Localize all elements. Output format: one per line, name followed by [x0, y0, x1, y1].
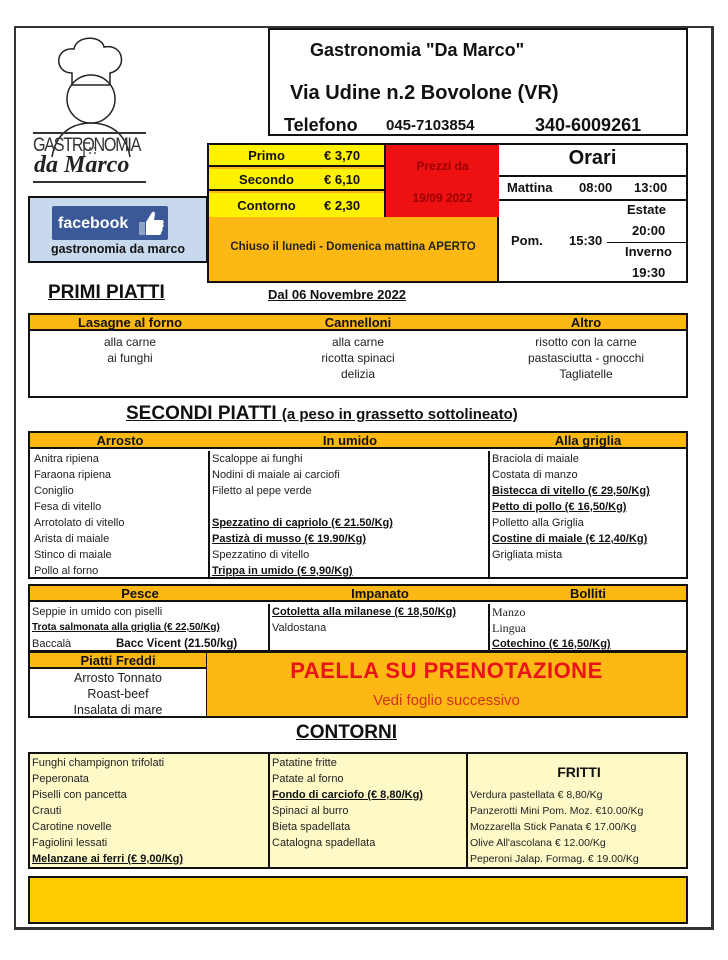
list-item: Crauti [32, 805, 62, 817]
list-item: Braciola di maiale [492, 453, 579, 465]
facebook-logo-text: facebook [58, 215, 129, 232]
list-item-priced: Fondo di carciofo (€ 8,80/Kg) [272, 789, 423, 801]
list-item: Peperoni Jalap. Formag. € 19.00/Kg [470, 853, 639, 865]
contorni-list-1 [32, 755, 183, 867]
list-item: Peperonata [32, 773, 89, 785]
list-item: Fagiolini lessati [32, 837, 108, 849]
pesce-impanato-bolliti-table [28, 584, 688, 652]
logo-underline [33, 181, 146, 183]
divider [499, 175, 686, 177]
list-item-priced: Pastizà di musso (€ 19.90/Kg) [212, 533, 367, 545]
price-label: Secondo [239, 171, 294, 187]
list-item: Bieta spadellata [272, 821, 351, 833]
list-item: Lingua [492, 621, 526, 635]
list-item: Patatine fritte [272, 757, 337, 769]
list-item: pastasciutta - gnocchi [527, 351, 645, 365]
column-header: In umido [322, 433, 378, 448]
price-label: Primo [248, 147, 285, 163]
primi-table [28, 313, 688, 398]
column-header: Bolliti [569, 586, 607, 601]
list-item: Panzerotti Mini Pom. Moz. €10.00/Kg [470, 805, 644, 817]
paella-banner [207, 651, 688, 718]
phone-landline[interactable]: 045-7103854 [386, 117, 475, 134]
primi-column-cannelloni [230, 334, 486, 382]
list-item: Piselli con pancetta [32, 789, 127, 801]
list-item: Arrosto Tonnato [73, 671, 163, 685]
list-item-priced: Costine di maiale (€ 12,40/Kg) [492, 533, 648, 545]
paella-subtitle: Vedi foglio successivo [373, 692, 520, 709]
secondi-heading [126, 403, 518, 425]
column-divider [268, 754, 270, 867]
secondi-table [28, 431, 688, 579]
opening-hours [499, 143, 688, 283]
list-item: alla carne [331, 335, 385, 349]
column-header: Arrosto [96, 433, 144, 448]
summer-label: Estate [627, 202, 667, 217]
primi-since-date: Dal 06 Novembre 2022 [268, 287, 407, 302]
list-item: Tagliatelle [559, 367, 613, 381]
list-item: Stinco di maiale [34, 549, 112, 561]
prices-valid-from-date: 19/09 2022 [412, 191, 473, 205]
primi-column-lasagne [30, 334, 230, 366]
list-item: Scaloppe ai funghi [212, 453, 303, 465]
list-item: Grigliata mista [492, 549, 563, 561]
primi-heading: PRIMI PIATTI [48, 282, 165, 303]
list-item: Mozzarella Stick Panata € 17.00/Kg [470, 821, 637, 833]
morning-open: 08:00 [579, 180, 613, 195]
list-item: Arista di maiale [34, 533, 110, 545]
price-value: € 3,70 [324, 147, 361, 163]
price-row-contorno [209, 193, 384, 217]
pesce-list [32, 604, 266, 652]
closing-days-note: Chiuso il lunedi - Domenica mattina APERTO [230, 241, 476, 253]
list-item: ricotta spinaci [321, 351, 395, 365]
list-item: ai funghi [107, 351, 153, 365]
list-item: Catalogna spadellata [272, 837, 376, 849]
piatti-freddi-table [28, 651, 208, 718]
footer-bar [28, 876, 688, 924]
prices-valid-from-box [384, 145, 499, 217]
arrosto-list [34, 451, 125, 579]
table-header [30, 433, 686, 449]
hours-title: Orari [568, 147, 617, 169]
price-panel [207, 143, 499, 283]
list-item: Filetto al pepe verde [212, 485, 312, 497]
phone-label: Telefono [284, 115, 358, 135]
list-item: Insalata di mare [73, 703, 163, 717]
in-umido-list [212, 451, 393, 579]
list-item-priced: Trota salmonata alla griglia (€ 22,50/Kg) [32, 622, 220, 633]
list-item: Olive All'ascolana € 12.00/Kg [470, 837, 606, 849]
column-header: Lasagne al forno [77, 315, 183, 330]
fritti-heading: FRITTI [557, 764, 601, 780]
price-value: € 6,10 [324, 171, 361, 187]
list-item: alla carne [103, 335, 157, 349]
facebook-page-name: gastronomia da marco [50, 242, 186, 256]
afternoon-label: Pom. [511, 233, 543, 248]
list-item-priced: Bistecca di vitello (€ 29,50/Kg) [492, 485, 650, 497]
column-header: Pesce [121, 586, 159, 601]
impanato-list [272, 604, 456, 636]
column-divider [488, 604, 490, 652]
list-item: Funghi champignon trifolati [32, 757, 165, 769]
list-item: Manzo [492, 605, 526, 619]
divider [499, 199, 686, 201]
list-item: risotto con la carne [535, 335, 637, 349]
column-divider [488, 451, 490, 579]
price-row-secondo [209, 169, 384, 191]
price-label: Contorno [237, 197, 296, 213]
list-item: Pollo al forno [34, 565, 99, 577]
winter-close: 19:30 [632, 265, 666, 280]
list-item: Costata di manzo [492, 469, 578, 481]
list-item: Arrotolato di vitello [34, 517, 125, 529]
table-header [30, 653, 206, 669]
list-item [212, 499, 393, 515]
contorni-list-2 [272, 755, 423, 851]
morning-label: Mattina [507, 180, 553, 195]
afternoon-open: 15:30 [569, 233, 603, 248]
thumbs-up-icon [136, 208, 166, 238]
piatti-freddi-list [30, 670, 206, 718]
logo-text: GASTRONOMIA [33, 135, 141, 156]
list-item-priced: Cotechino (€ 16,50/Kg) [492, 638, 611, 650]
price-row-primo [209, 145, 384, 167]
morning-close: 13:00 [634, 180, 668, 195]
secondi-title: SECONDI PIATTI [126, 403, 277, 424]
list-item-priced: Spezzatino di capriolo (€ 21.50/Kg) [212, 517, 393, 529]
column-header: Impanato [351, 586, 409, 601]
list-item-priced: Petto di pollo (€ 16,50/Kg) [492, 501, 627, 513]
primi-column-altro [486, 334, 686, 382]
list-item: Patate al forno [272, 773, 344, 785]
list-item: Polletto alla Griglia [492, 517, 584, 529]
list-item: Fesa di vitello [34, 501, 102, 513]
table-header [30, 315, 686, 331]
table-header [30, 586, 686, 602]
list-item-priced: Trippa in umido (€ 9,90/Kg) [212, 565, 353, 577]
contorni-heading: CONTORNI [296, 722, 397, 743]
fritti-list [470, 787, 643, 867]
prices-valid-from-label: Prezzi da [416, 159, 469, 173]
phone-mobile[interactable]: 340-6009261 [535, 115, 642, 135]
column-header: Alla griglia [554, 433, 622, 448]
shop-name: Gastronomia "Da Marco" [310, 40, 525, 60]
alla-griglia-list [492, 451, 650, 563]
logo-script: da Marco [34, 152, 130, 178]
list-item [32, 636, 266, 652]
baccala-vicentina-price: Bacc Vicent (21.50/kg) [116, 638, 238, 650]
list-item: Faraona ripiena [34, 469, 112, 481]
list-item: Anitra ripiena [34, 453, 99, 465]
list-item: Verdura pastellata € 8,80/Kg [470, 789, 603, 801]
list-item: Roast-beef [87, 687, 149, 701]
column-divider [268, 604, 270, 652]
price-value: € 2,30 [324, 197, 361, 213]
column-divider [466, 754, 468, 867]
list-item: Nodini di maiale ai carciofi [212, 469, 340, 481]
list-item: Coniglio [34, 485, 74, 497]
logo-divider [33, 132, 146, 134]
list-item-priced: Cotoletta alla milanese (€ 18,50/Kg) [272, 606, 457, 618]
column-header: Piatti Freddi [80, 653, 156, 668]
list-item: delizia [340, 367, 376, 381]
list-item-priced: Melanzane ai ferri (€ 9,00/Kg) [32, 853, 183, 865]
list-item: Carotine novelle [32, 821, 112, 833]
bolliti-list [492, 604, 611, 652]
winter-label: Inverno [625, 244, 672, 259]
column-divider [208, 451, 210, 579]
list-item: Seppie in umido con piselli [32, 606, 163, 618]
divider [607, 242, 687, 243]
secondi-subtitle: (a peso in grassetto sottolineato) [281, 406, 518, 423]
shop-address: Via Udine n.2 Bovolone (VR) [290, 82, 559, 104]
list-item: Spinaci al burro [272, 805, 349, 817]
column-header: Cannelloni [324, 315, 392, 330]
list-item: Valdostana [272, 622, 327, 634]
baccala-label: Baccalà [32, 638, 72, 650]
contorni-table [28, 752, 688, 869]
list-item: Spezzatino di vitello [212, 549, 310, 561]
paella-title: PAELLA SU PRENOTAZIONE [290, 658, 603, 683]
column-header: Altro [570, 315, 602, 330]
summer-close: 20:00 [632, 223, 666, 238]
